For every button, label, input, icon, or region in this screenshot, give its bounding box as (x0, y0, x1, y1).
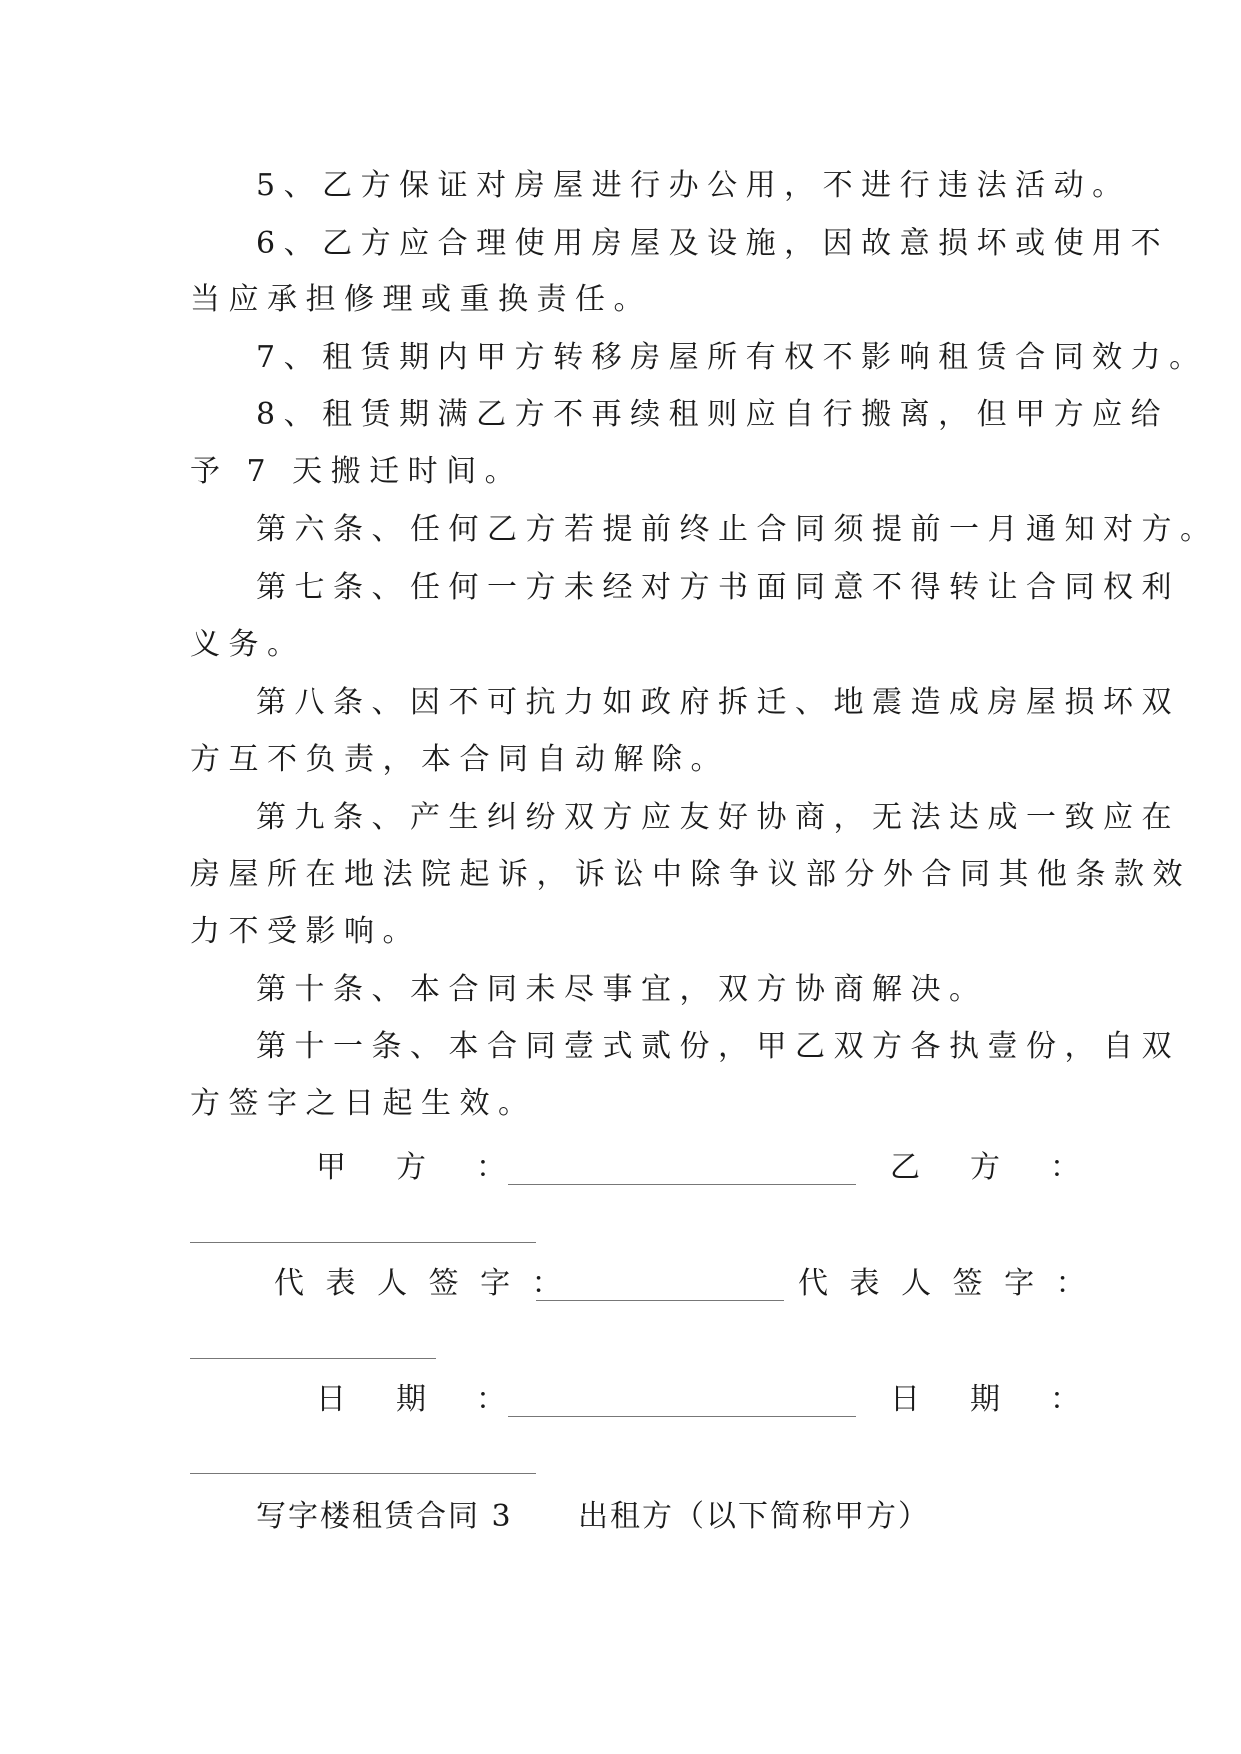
article-nine: 第九条、产生纠纷双方应友好协商，无法达成一致应在 (256, 800, 1180, 835)
article-nine-continuation: 力不受影响。 (190, 914, 421, 949)
article-eight: 第八条、因不可抗力如政府拆迁、地震造成房屋损坏双 (256, 685, 1180, 720)
date-b-line[interactable] (190, 1473, 536, 1474)
party-b-label: 乙 方 ： (890, 1150, 1090, 1185)
clause-paragraph-continuation: 当应承担修理或重换责任。 (190, 282, 652, 317)
article-seven-continuation: 义务。 (190, 627, 306, 662)
clause-paragraph-continuation: 予 7 天搬迁时间。 (190, 454, 524, 489)
date-a-label: 日 期 ： (316, 1382, 516, 1417)
lessor-intro: 出租方（以下简称甲方） (578, 1499, 930, 1534)
article-six: 第六条、任何乙方若提前终止合同须提前一月通知对方。 (256, 512, 1219, 547)
clause-paragraph: 5、乙方保证对房屋进行办公用，不进行违法活动。 (256, 168, 1131, 203)
clause-paragraph: 7、租赁期内甲方转移房屋所有权不影响租赁合同效力。 (256, 340, 1208, 375)
article-eleven-continuation: 方签字之日起生效。 (190, 1086, 537, 1121)
article-seven: 第七条、任何一方未经对方书面同意不得转让合同权利 (256, 570, 1180, 605)
article-eleven: 第十一条、本合同壹式贰份，甲乙双方各执壹份，自双 (256, 1029, 1180, 1064)
party-a-label: 甲 方 ： (316, 1150, 516, 1185)
clause-paragraph: 8、租赁期满乙方不再续租则应自行搬离，但甲方应给 (256, 397, 1170, 432)
party-a-signature-line[interactable] (508, 1184, 856, 1185)
clause-paragraph: 6、乙方应合理使用房屋及设施，因故意损坏或使用不 (256, 226, 1170, 261)
article-ten: 第十条、本合同未尽事宜，双方协商解决。 (256, 972, 988, 1007)
party-b-signature-line[interactable] (190, 1242, 536, 1243)
rep-a-signature-line[interactable] (536, 1300, 784, 1301)
article-nine-continuation: 房屋所在地法院起诉，诉讼中除争议部分外合同其他条款效 (190, 857, 1191, 892)
article-eight-continuation: 方互不负责，本合同自动解除。 (190, 742, 729, 777)
rep-a-label: 代 表 人 签 字 ： (274, 1266, 568, 1301)
date-a-line[interactable] (508, 1416, 856, 1417)
date-b-label: 日 期 ： (890, 1382, 1090, 1417)
next-contract-title: 写字楼租赁合同 3 (256, 1499, 513, 1534)
rep-b-signature-line[interactable] (190, 1358, 436, 1359)
rep-b-label: 代 表 人 签 字 ： (798, 1266, 1092, 1301)
